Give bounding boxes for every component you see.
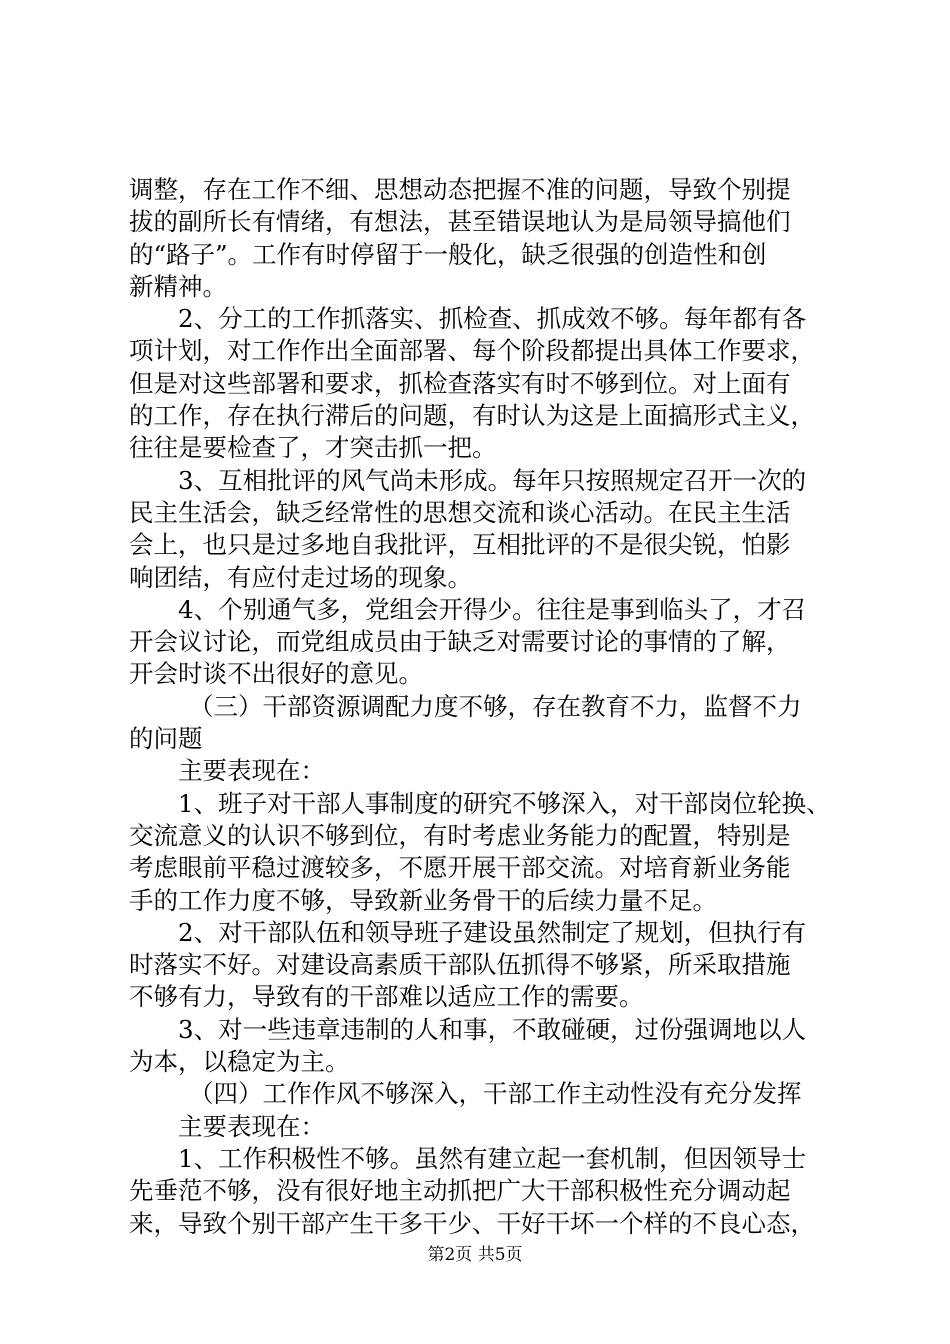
- text-line: 交流意义的认识不够到位，有时考虑业务能力的配置，特别是: [129, 820, 791, 850]
- text-line: 的“路子”。工作有时停留于一般化，缺乏很强的创造性和创: [129, 239, 767, 269]
- text-line: 4、个别通气多，党组会开得少。往往是事到临头了，才召: [178, 594, 807, 624]
- text-line: 时落实不好。对建设高素质干部队伍抓得不够紧，所采取措施: [129, 950, 791, 980]
- text-line: 的工作，存在执行滞后的问题，有时认为这是上面搞形式主义，: [129, 401, 815, 431]
- text-line: 会上，也只是过多地自我批评，互相批评的不是很尖锐，怕影: [129, 530, 791, 560]
- section-heading: （三）干部资源调配力度不够，存在教育不力，监督不力: [189, 691, 802, 721]
- text-line: 主要表现在：: [178, 1111, 325, 1141]
- text-line: 3、对一些违章违制的人和事，不敢碰硬，过份强调地以人: [178, 1014, 807, 1044]
- text-line: 为本，以稳定为主。: [129, 1047, 350, 1077]
- text-line: 开会议讨论，而党组成员由于缺乏对需要讨论的事情的了解，: [129, 627, 791, 657]
- page-number-footer: 第2页 共5页: [427, 1245, 523, 1265]
- text-line: 2、分工的工作抓落实、抓检查、抓成效不够。每年都有各: [178, 304, 807, 334]
- text-line: 响团结，有应付走过场的现象。: [129, 562, 472, 592]
- text-line: 主要表现在：: [178, 756, 325, 786]
- text-line: 来，导致个别干部产生干多干少、干好干坏一个样的不良心态，: [129, 1208, 815, 1238]
- text-line: 调整，存在工作不细、思想动态把握不准的问题，导致个别提: [129, 175, 791, 204]
- text-line: 但是对这些部署和要求，抓检查落实有时不够到位。对上面有: [129, 368, 791, 398]
- text-line: 3、互相批评的风气尚未形成。每年只按照规定召开一次的: [178, 465, 807, 495]
- text-line: 先垂范不够，没有很好地主动抓把广大干部积极性充分调动起: [129, 1176, 791, 1206]
- text-line: 2、对干部队伍和领导班子建设虽然制定了规划，但执行有: [178, 917, 807, 947]
- document-body: [129, 174, 841, 1240]
- text-line: 拔的副所长有情绪，有想法，甚至错误地认为是局领导搞他们: [129, 207, 791, 237]
- section-heading: 的问题: [129, 724, 203, 754]
- text-line: 考虑眼前平稳过渡较多，不愿开展干部交流。对培育新业务能: [129, 853, 791, 883]
- text-line: 1、工作积极性不够。虽然有建立起一套机制，但因领导士: [178, 1143, 807, 1173]
- text-line: 民主生活会，缺乏经常性的思想交流和谈心活动。在民主生活: [129, 497, 791, 527]
- text-line: 往往是要检查了，才突击抓一把。: [129, 433, 497, 463]
- text-line: 手的工作力度不够，导致新业务骨干的后续力量不足。: [129, 885, 717, 915]
- section-heading: （四）工作作风不够深入，干部工作主动性没有充分发挥: [189, 1079, 802, 1109]
- text-line: 项计划，对工作作出全面部署、每个阶段都提出具体工作要求，: [129, 336, 815, 366]
- text-line: 新精神。: [129, 271, 227, 301]
- text-line: 开会时谈不出很好的意见。: [129, 659, 423, 689]
- text-line: 1、班子对干部人事制度的研究不够深入，对干部岗位轮换、: [178, 788, 831, 818]
- text-line: 不够有力，导致有的干部难以适应工作的需要。: [129, 982, 644, 1012]
